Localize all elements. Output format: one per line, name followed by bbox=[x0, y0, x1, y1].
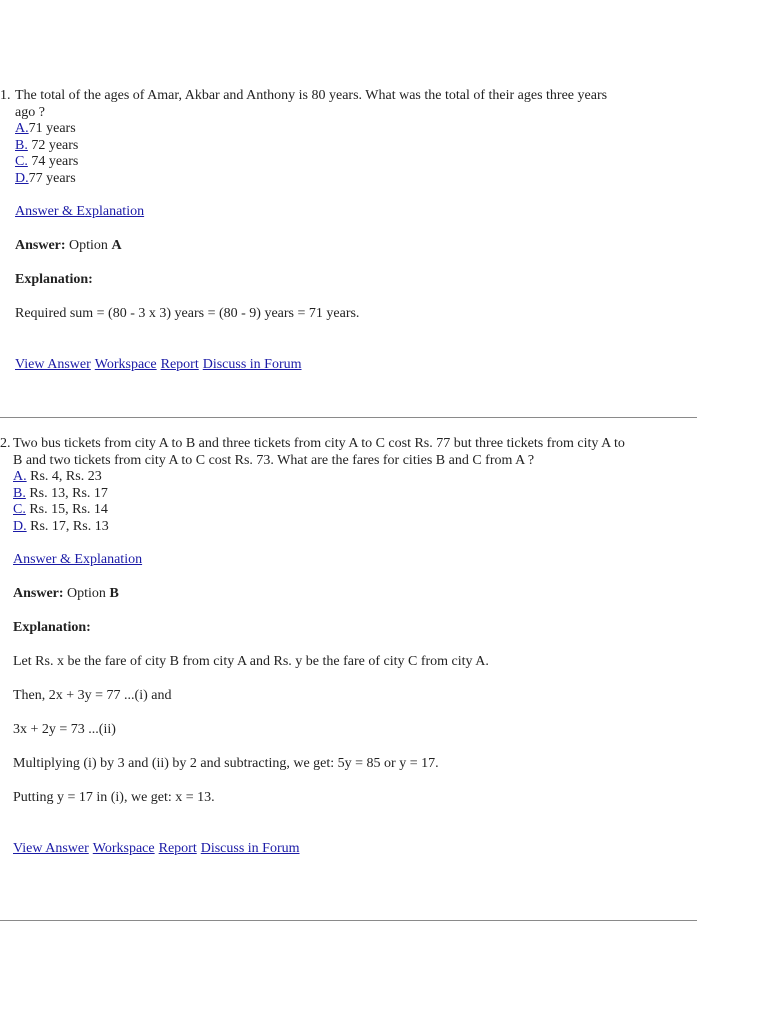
report-link[interactable]: Report bbox=[158, 841, 197, 857]
answer-label: Answer: bbox=[13, 586, 64, 602]
option-b-text: 72 years bbox=[31, 137, 79, 153]
option-b-text: Rs. 13, Rs. 17 bbox=[29, 485, 108, 501]
option-d[interactable] bbox=[15, 171, 700, 188]
answer-value: A bbox=[111, 238, 122, 254]
option-d-text: 77 years bbox=[28, 170, 76, 186]
explanation-line: Then, 2x + 3y = 77 ...(i) and bbox=[13, 688, 172, 704]
answer-line bbox=[13, 585, 700, 602]
explanation-line: 3x + 2y = 73 ...(ii) bbox=[13, 722, 116, 738]
option-c[interactable] bbox=[15, 154, 700, 171]
action-links bbox=[13, 840, 700, 857]
answer-line bbox=[15, 237, 700, 254]
option-b-link[interactable]: B. bbox=[13, 485, 26, 501]
option-a-link[interactable]: A. bbox=[13, 469, 27, 484]
option-a[interactable] bbox=[15, 121, 700, 138]
option-a-text: Rs. 4, Rs. 23 bbox=[30, 469, 102, 484]
question-2 bbox=[0, 435, 700, 857]
option-a-text: 71 years bbox=[28, 121, 76, 136]
question-row bbox=[0, 87, 700, 121]
explanation-line: Multiplying (i) by 3 and (ii) by 2 and subtracting, we get: 5y = 85 or y = 17. bbox=[13, 756, 439, 772]
answer-explanation-link[interactable]: Answer & Explanation bbox=[15, 204, 145, 220]
option-d-text: Rs. 17, Rs. 13 bbox=[30, 518, 109, 534]
question-number: 2. bbox=[0, 436, 11, 451]
report-link[interactable]: Report bbox=[160, 357, 199, 373]
discuss-forum-link[interactable]: Discuss in Forum bbox=[202, 357, 302, 373]
option-d-link[interactable]: D. bbox=[15, 170, 29, 186]
answer-value: B bbox=[109, 586, 119, 602]
option-a[interactable] bbox=[13, 469, 700, 486]
discuss-forum-link[interactable]: Discuss in Forum bbox=[200, 841, 300, 857]
answer-prefix: Option bbox=[69, 238, 108, 254]
options-list bbox=[13, 469, 700, 535]
option-c-text: Rs. 15, Rs. 14 bbox=[29, 502, 108, 518]
option-b-link[interactable]: B. bbox=[15, 137, 28, 153]
option-d[interactable] bbox=[13, 519, 700, 536]
question-1 bbox=[0, 87, 700, 373]
answer-section bbox=[15, 203, 700, 373]
option-b[interactable] bbox=[15, 138, 700, 155]
explanation-line: Required sum = (80 - 3 x 3) years = (80 - 9) years = 71 years. bbox=[15, 306, 360, 322]
question-text: Two bus tickets from city A to B and three tickets from city A to C cost Rs. 77 but three tickets from city A to B and two tickets from city A to C cost Rs. 73. What are the fares for cities B and C from A ? bbox=[13, 436, 625, 468]
explanation-label: Explanation: bbox=[15, 272, 93, 288]
answer-explanation-link[interactable]: Answer & Explanation bbox=[13, 552, 143, 568]
question-text: The total of the ages of Amar, Akbar and Anthony is 80 years. What was the total of their ages three years ago ? bbox=[15, 88, 608, 120]
explanation-line: Let Rs. x be the fare of city B from city A and Rs. y be the fare of city C from city A. bbox=[13, 654, 489, 670]
divider bbox=[0, 920, 697, 921]
view-answer-link[interactable]: View Answer bbox=[13, 841, 89, 857]
action-links bbox=[15, 356, 700, 373]
answer-section bbox=[13, 551, 700, 857]
explanation-label: Explanation: bbox=[13, 620, 91, 636]
option-c-link[interactable]: C. bbox=[15, 154, 28, 170]
workspace-link[interactable]: Workspace bbox=[92, 841, 155, 857]
answer-prefix: Option bbox=[67, 586, 106, 602]
question-row bbox=[0, 435, 700, 469]
explanation-line: Putting y = 17 in (i), we get: x = 13. bbox=[13, 790, 215, 806]
option-d-link[interactable]: D. bbox=[13, 518, 27, 534]
option-c-text: 74 years bbox=[31, 154, 79, 170]
option-b[interactable] bbox=[13, 486, 700, 503]
option-c[interactable] bbox=[13, 502, 700, 519]
view-answer-link[interactable]: View Answer bbox=[15, 357, 91, 373]
question-number: 1. bbox=[0, 88, 11, 103]
options-list bbox=[15, 121, 700, 187]
option-c-link[interactable]: C. bbox=[13, 502, 26, 518]
option-a-link[interactable]: A. bbox=[15, 121, 29, 136]
workspace-link[interactable]: Workspace bbox=[94, 357, 157, 373]
answer-label: Answer: bbox=[15, 238, 66, 254]
divider bbox=[0, 417, 697, 418]
